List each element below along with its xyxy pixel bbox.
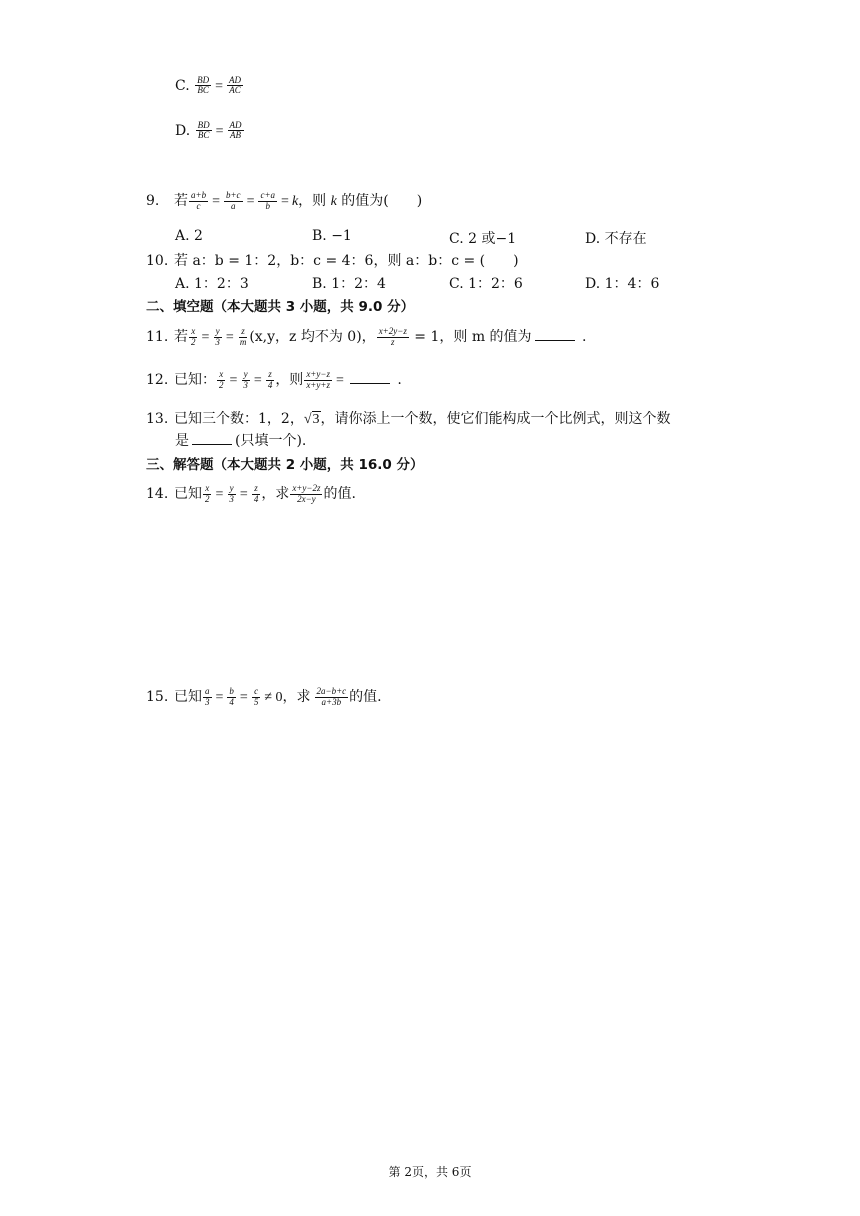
question-9-option-a: A. 2 xyxy=(175,228,203,244)
fraction: $\frac{y}{3}$ xyxy=(215,326,220,347)
question-10-option-c: C. 1：2：6 xyxy=(449,276,523,292)
section-heading-fill-in: 二、填空题（本大题共 3 小题，共 9.0 分） xyxy=(146,299,415,315)
q8-option-d: D. $\frac{BD}{BC}$ = $\frac{AD}{AB}$ xyxy=(175,120,242,141)
fraction: $\frac{b+c}{a}$ xyxy=(225,190,241,211)
fraction: $\frac{2a-b+c}{a+3b}$ xyxy=(316,686,347,707)
sqrt-expression: √3 xyxy=(303,412,320,427)
fraction: $\frac{z}{m}$ xyxy=(239,326,247,347)
fraction: $\frac{b}{4}$ xyxy=(229,686,234,707)
question-12-stem: 12. 已知： $\frac{x}{2}$ = $\frac{y}{3}$ = $\frac{z}{4}$ ，则 $\frac{x+y-z}{x+y+z}$ = . xyxy=(146,369,402,390)
question-13-line-2: 是 (只填一个). xyxy=(175,433,307,449)
fraction: $\frac{AD}{AC}$ xyxy=(229,75,242,96)
question-10-option-d: D. 1：4：6 xyxy=(585,276,660,292)
fraction: $\frac{x}{2}$ xyxy=(219,369,224,390)
answer-blank[interactable] xyxy=(350,371,390,384)
question-13-line-1: 13. 已知三个数：1，2，√3，请你添上一个数，使它们能构成一个比例式，则这个数 xyxy=(146,411,671,427)
answer-blank[interactable] xyxy=(192,432,232,445)
fraction: $\frac{x}{2}$ xyxy=(191,326,196,347)
fraction: $\frac{a+b}{c}$ xyxy=(191,190,207,211)
question-10-option-a: A. 1：2：3 xyxy=(175,276,249,292)
fraction: $\frac{x+y-2z}{2x-y}$ xyxy=(292,483,321,504)
q8-option-c: C. $\frac{BD}{BC}$ = $\frac{AD}{AC}$ xyxy=(175,75,242,96)
question-11-stem: 11. 若 $\frac{x}{2}$ = $\frac{y}{3}$ = $\frac{z}{m}$ (x,y，z 均不为 0)， $\frac{x+2y-z}{z}$ = 1，则 m 的值为 . xyxy=(146,326,587,347)
question-10-stem: 10. 若 a：b = 1：2，b：c = 4：6，则 a：b：c = ( ) xyxy=(146,253,519,269)
fraction: $\frac{c+a}{b}$ xyxy=(260,190,276,211)
fraction: $\frac{z}{4}$ xyxy=(253,483,259,504)
question-14-stem: 14. 已知 $\frac{x}{2}$ = $\frac{y}{3}$ = $\frac{z}{4}$ ，求 $\frac{x+y-2z}{2x-y}$ 的值. xyxy=(146,483,356,504)
fraction: $\frac{x+2y-z}{z}$ xyxy=(378,326,407,347)
page-footer: 第 2页，共 6页 xyxy=(388,1165,472,1179)
fraction: $\frac{y}{3}$ xyxy=(229,483,234,504)
fraction: $\frac{x}{2}$ xyxy=(205,483,210,504)
fraction: $\frac{BD}{BC}$ xyxy=(197,120,210,141)
fraction: $\frac{z}{4}$ xyxy=(267,369,273,390)
question-9-stem: 9. 若 $\frac{a+b}{c}$ = $\frac{b+c}{a}$ = $\frac{c+a}{b}$ = k，则 k 的值为( ) xyxy=(146,190,423,211)
fraction: $\frac{c}{5}$ xyxy=(253,686,259,707)
question-9-option-b: B. −1 xyxy=(312,228,352,244)
fraction: $\frac{BD}{BC}$ xyxy=(197,75,210,96)
fraction: $\frac{AD}{AB}$ xyxy=(229,120,242,141)
fraction: $\frac{a}{3}$ xyxy=(205,686,210,707)
fraction: $\frac{x+y-z}{x+y+z}$ xyxy=(306,369,330,390)
question-15-stem: 15. 已知 $\frac{a}{3}$ = $\frac{b}{4}$ = $\frac{c}{5}$ ≠ 0，求 $\frac{2a-b+c}{a+3b}$ 的值. xyxy=(146,686,382,707)
fraction: $\frac{y}{3}$ xyxy=(243,369,248,390)
question-9-option-d: D. 不存在 xyxy=(585,231,647,247)
answer-blank[interactable] xyxy=(535,328,575,341)
section-heading-solve: 三、解答题（本大题共 2 小题，共 16.0 分） xyxy=(146,457,424,473)
question-10-option-b: B. 1：2：4 xyxy=(312,276,386,292)
question-9-option-c: C. 2 或−1 xyxy=(449,231,517,247)
